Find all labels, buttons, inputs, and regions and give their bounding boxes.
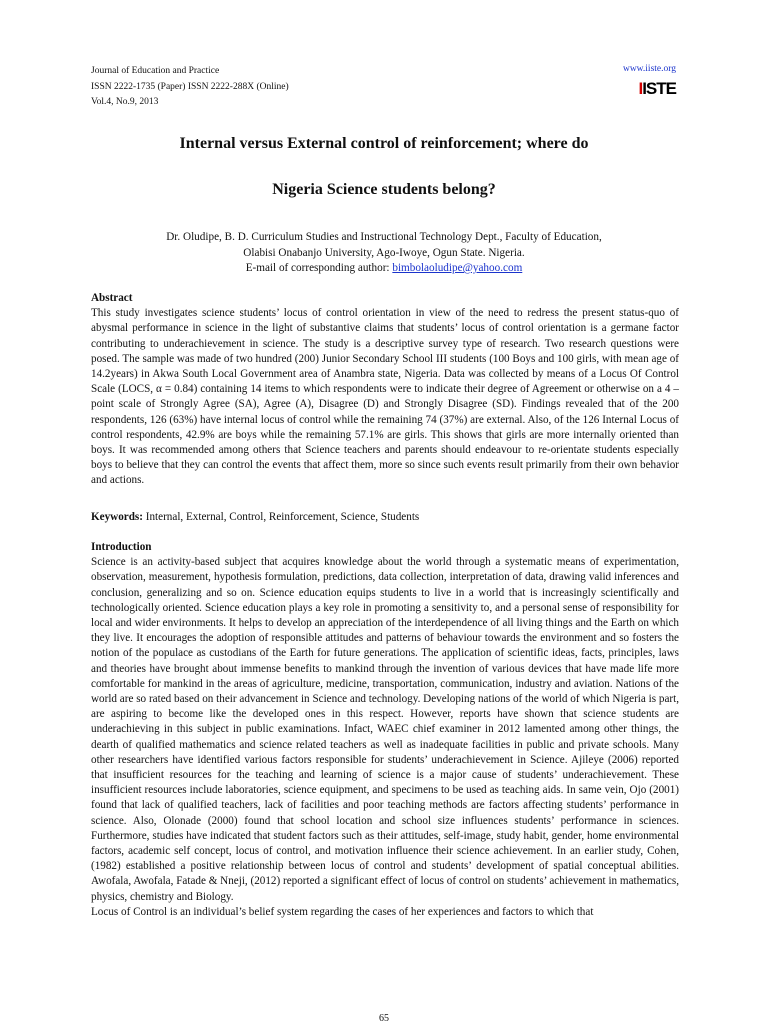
introduction-paragraph-1: Science is an activity-based subject that acquires knowledge about the world through a systematic means of experimentation, observation, measurement, hypothesis formulation, predictions, data collection, interpretation of data, drawing valid inferences and conclusion, generalizing and so on. Science education equips students to live in a world that is increasingly scientifically and technologically oriented. Science education plays a key role in promoting a sensitivity to, and a personal sense of responsibility for local and wider environments. It helps to develop an appreciation of the interdependence of all living things and the Earth on which they live. It encourages the adoption of responsible attitudes and patterns of behaviour towards the environment and so fosters the notion of the populace as custodians of the Earth for future generations. The application of scientific ideas, facts, principles, laws and theories have brought about immense benefits to mankind through the invention of various devices that have made life more comfortable for mankind in the areas of agriculture, medicine, transportation, communication, industry and aviation. Nations of the world are so rated based on their advancement in Science and technology. Developing nations of the world of which Nigeria is part, are aspiring to become like the developed ones in this respect. However, reports have shown that science students are underachieving in this subject in public examinations. Infact, WAEC chief examiner in 2012 lamented among other things, the dearth of qualified mathematics and science related teachers as well as inadequate facilities in public and private schools. Many other researchers have identified various factors responsible for students’ underachievement in Science. Ajileye (2006) reported that insufficient resources for the teaching and learning of science is a major cause of students’ underachievement. These insufficient resources include laboratories, science equipment, and specimens to be used as teaching aids. In same vein, Ojo (2001) found that lack of qualified teachers, lack of facilities and poor teaching methods are factors affecting students’ performance in science. Also, Olonade (2000) found that school location and school size influences students’ performance in sciences. Furthermore, studies have indicated that student factors such as their attitudes, self-image, study habit, gender, home environmental factors, academic self concept, locus of control, and motivation influence their science achievement. In an earlier study, Cohen, (1982) established a positive relationship between locus of control and students’ development of spatial conceptual abilities. Awofala, Awofala, Fatade & Nneji, (2012) reported a significant effect of locus of control on students’ achievement in mathematics, physics, chemistry and Biology. — [91, 556, 679, 903]
iiste-logo: IISTE — [638, 79, 676, 98]
introduction-heading: Introduction — [91, 541, 152, 553]
author-affiliation-1: Dr. Oludipe, B. D. Curriculum Studies and Instructional Technology Dept., Faculty of Education, — [166, 231, 602, 243]
author-block — [0, 230, 768, 277]
paper-title-line-2: Nigeria Science students belong? — [272, 181, 496, 198]
email-link[interactable]: bimbolaoludipe@yahoo.com — [392, 262, 523, 274]
website-link[interactable]: www.iiste.org — [622, 64, 676, 74]
page-number: 65 — [379, 1013, 389, 1024]
keywords-label: Keywords: — [91, 511, 143, 523]
abstract-section — [91, 291, 679, 489]
author-email-line — [0, 261, 768, 277]
paper-title-line-1: Internal versus External control of reinforcement; where do — [179, 135, 589, 152]
abstract-text: This study investigates science students’ locus of control orientation in view of the need to redress the present status-quo of abysmal performance in science in the light of substantive claims that students’ locus of control orientation is a germane factor contributing to underachievement in science. The study is a descriptive survey type of research. Two research questions were posed. The sample was made of two hundred (200) Junior Secondary School III students (100 Boys and 100 girls, with mean age of 14.2years) in Akwa South Local Government area of Anambra state, Nigeria. Data was collected by means of a Locus Of Control Scale (LOCS, α = 0.84) containing 14 items to which respondents were to indicate their degree of Agreement or otherwise on a 4 – point scale of Strongly Agree (SA), Agree (A), Disagree (D) and Strongly Disagree (SD). Findings revealed that of the 200 respondents, 126 (63%) have internal locus of control while the remaining 74 (37%) are external. Also, of the 126 Internal Locus of control respondents, 42.9% are boys while the remaining 57.1% are girls. This shows that girls are more internally oriented than boys. It was recommended among others that Science teachers and parents should endeavour to re-orientate students especially boys to believe that they can control the events that affect them, more so since such events result primarily from their own behavior and actions. — [91, 307, 679, 487]
issn-line: ISSN 2222-1735 (Paper) ISSN 2222-288X (Online) — [91, 81, 289, 92]
keywords-text: Internal, External, Control, Reinforcement, Science, Students — [142, 511, 420, 523]
header-right — [623, 64, 676, 99]
abstract-heading: Abstract — [91, 292, 133, 304]
author-affiliation-2: Olabisi Onabanjo University, Ago-Iwoye, Ogun State. Nigeria. — [243, 246, 525, 259]
email-prefix: E-mail of corresponding author: — [245, 262, 393, 274]
introduction-section — [91, 540, 679, 920]
journal-name: Journal of Education and Practice — [91, 66, 220, 76]
volume-line: Vol.4, No.9, 2013 — [91, 97, 159, 107]
keywords-line — [91, 510, 679, 525]
introduction-paragraph-2: Locus of Control is an individual’s belief system regarding the cases of her experiences and factors to which that — [91, 905, 594, 918]
journal-info — [91, 64, 289, 111]
